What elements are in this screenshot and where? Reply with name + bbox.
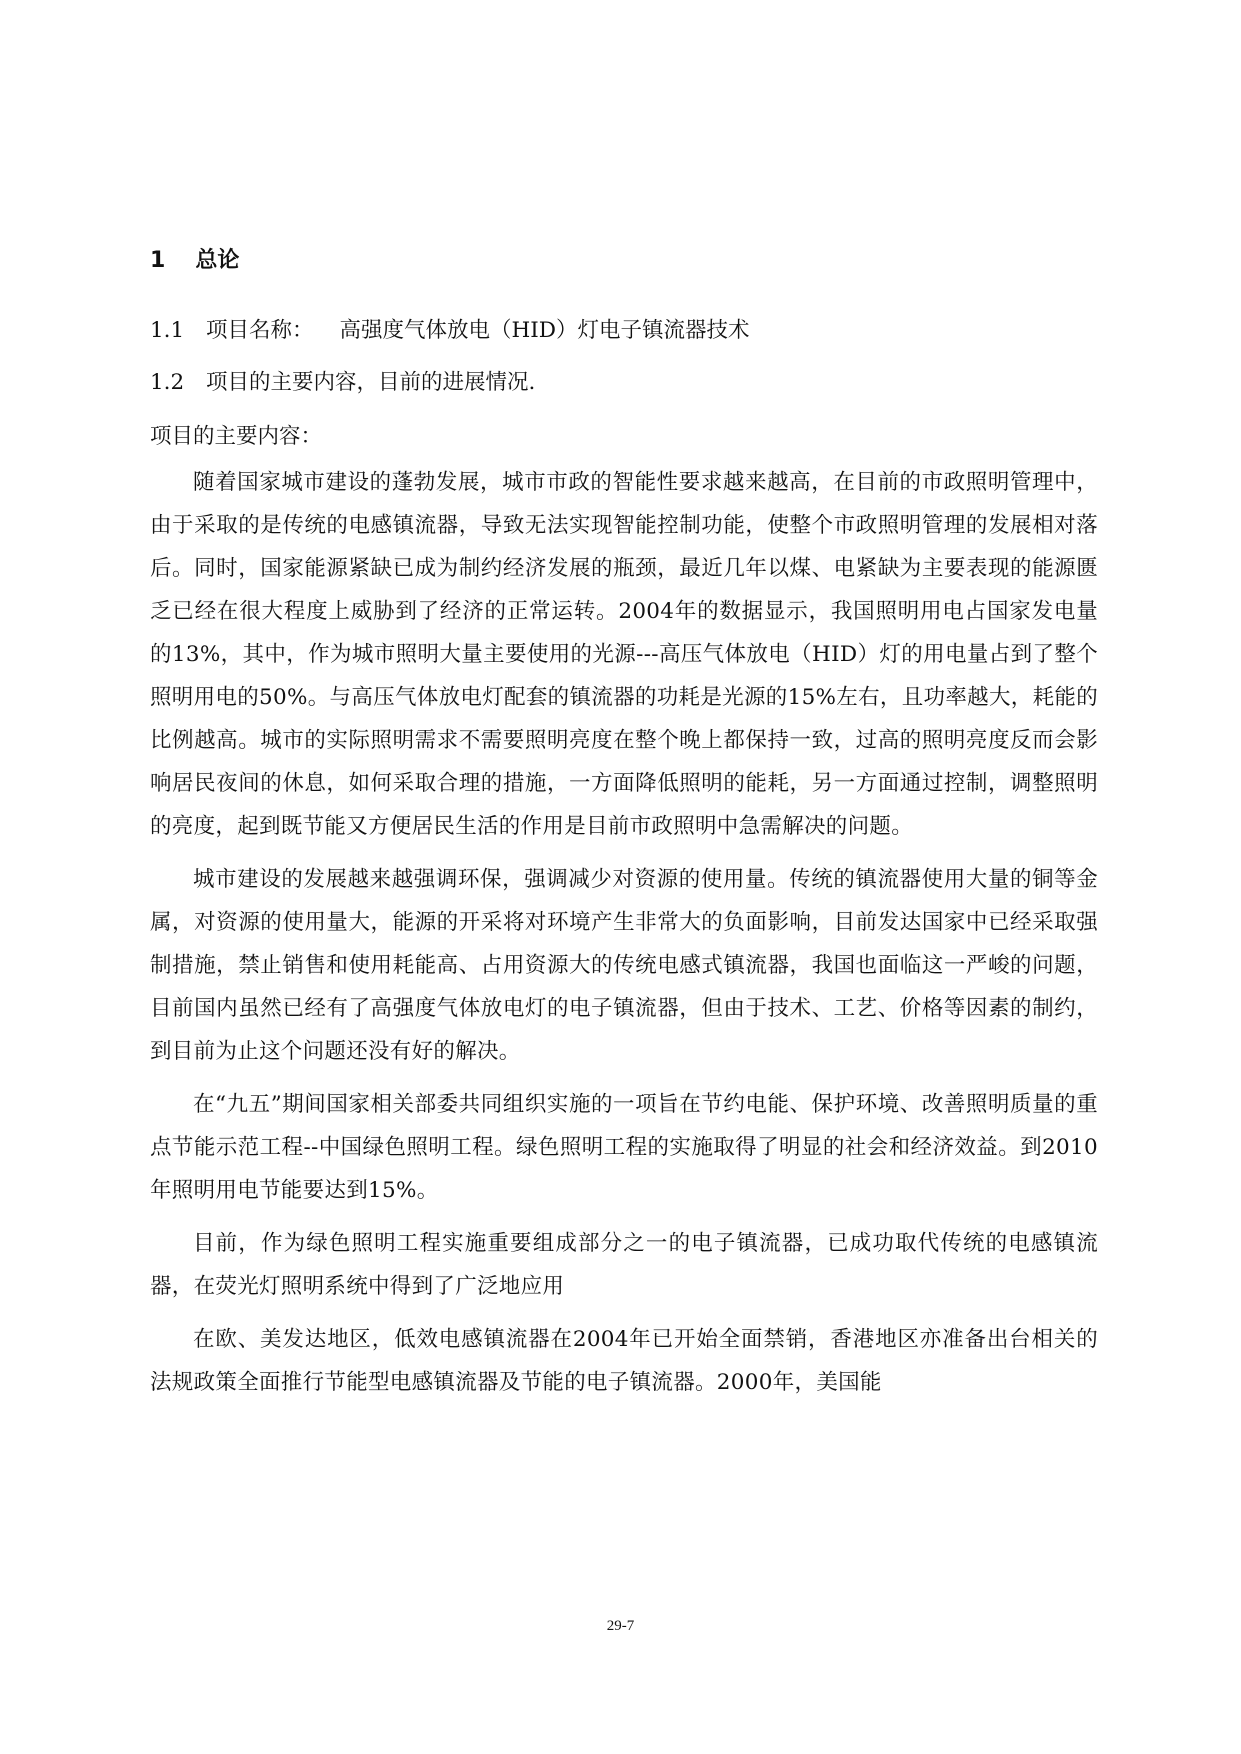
paragraph: 在欧、美发达地区，低效电感镇流器在2004年已开始全面禁销，香港地区亦准备出台相关的法规政策全面推行节能型电感镇流器及节能的电子镇流器。2000年，美国能 — [150, 1327, 1098, 1395]
paragraph: 随着国家城市建设的蓬勃发展，城市市政的智能性要求越来越高，在目前的市政照明管理中，由于采取的是传统的电感镇流器，导致无法实现智能控制功能，使整个市政照明管理的发展相对落后。同时，国家能源紧缺已成为制约经济发展的瓶颈，最近几年以煤、电紧缺为主要表现的能源匮乏已经在很大程度上威胁到了经济的正常运转。2004年的数据显示，我国照明用电占国家发电量的13%，其中，作为城市照明大量主要使用的光源---高压气体放电（HID）灯的用电量占到了整个照明用电的50%。与高压气体放电灯配套的镇流器的功耗是光源的15%左右，且功率越大，耗能的比例越高。城市的实际照明需求不需要照明亮度在整个晚上都保持一致，过高的照明亮度反而会影响居民夜间的休息，如何采取合理的措施，一方面降低照明的能耗，另一方面通过控制，调整照明的亮度，起到既节能又方便居民生活的作用是目前市政照明中急需解决的问题。 — [150, 470, 1098, 839]
subsection-heading-1-1 — [150, 315, 1098, 347]
paragraph: 在“九五”期间国家相关部委共同组织实施的一项旨在节约电能、保护环境、改善照明质量的重点节能示范工程--中国绿色照明工程。绿色照明工程的实施取得了明显的社会和经济效益。到2010年照明用电节能要达到15%。 — [150, 1092, 1098, 1203]
subsection-label: 项目的主要内容，目前的进展情况. — [206, 370, 536, 395]
section-title: 总论 — [195, 248, 240, 273]
project-name: 高强度气体放电（HID）灯电子镇流器技术 — [339, 318, 750, 343]
subsection-label: 项目名称： — [206, 318, 314, 343]
paragraph: 城市建设的发展越来越强调环保，强调减少对资源的使用量。传统的镇流器使用大量的铜等金属，对资源的使用量大，能源的开采将对环境产生非常大的负面影响，目前发达国家中已经采取强制措施，禁止销售和使用耗能高、占用资源大的传统电感式镇流器，我国也面临这一严峻的问题，目前国内虽然已经有了高强度气体放电灯的电子镇流器，但由于技术、工艺、价格等因素的制约，到目前为止这个问题还没有好的解决。 — [150, 867, 1098, 1064]
subsection-number: 1.1 — [150, 318, 185, 343]
section-number: 1 — [150, 248, 166, 273]
page-number: 29-7 — [606, 1618, 635, 1634]
subsection-number: 1.2 — [150, 370, 185, 395]
content-label: 项目的主要内容： — [150, 424, 323, 449]
section-heading — [150, 245, 1098, 277]
subsection-heading-1-2 — [150, 367, 1098, 399]
document-body — [150, 245, 1098, 1414]
paragraph: 目前，作为绿色照明工程实施重要组成部分之一的电子镇流器，已成功取代传统的电感镇流器，在荧光灯照明系统中得到了广泛地应用 — [150, 1231, 1098, 1299]
